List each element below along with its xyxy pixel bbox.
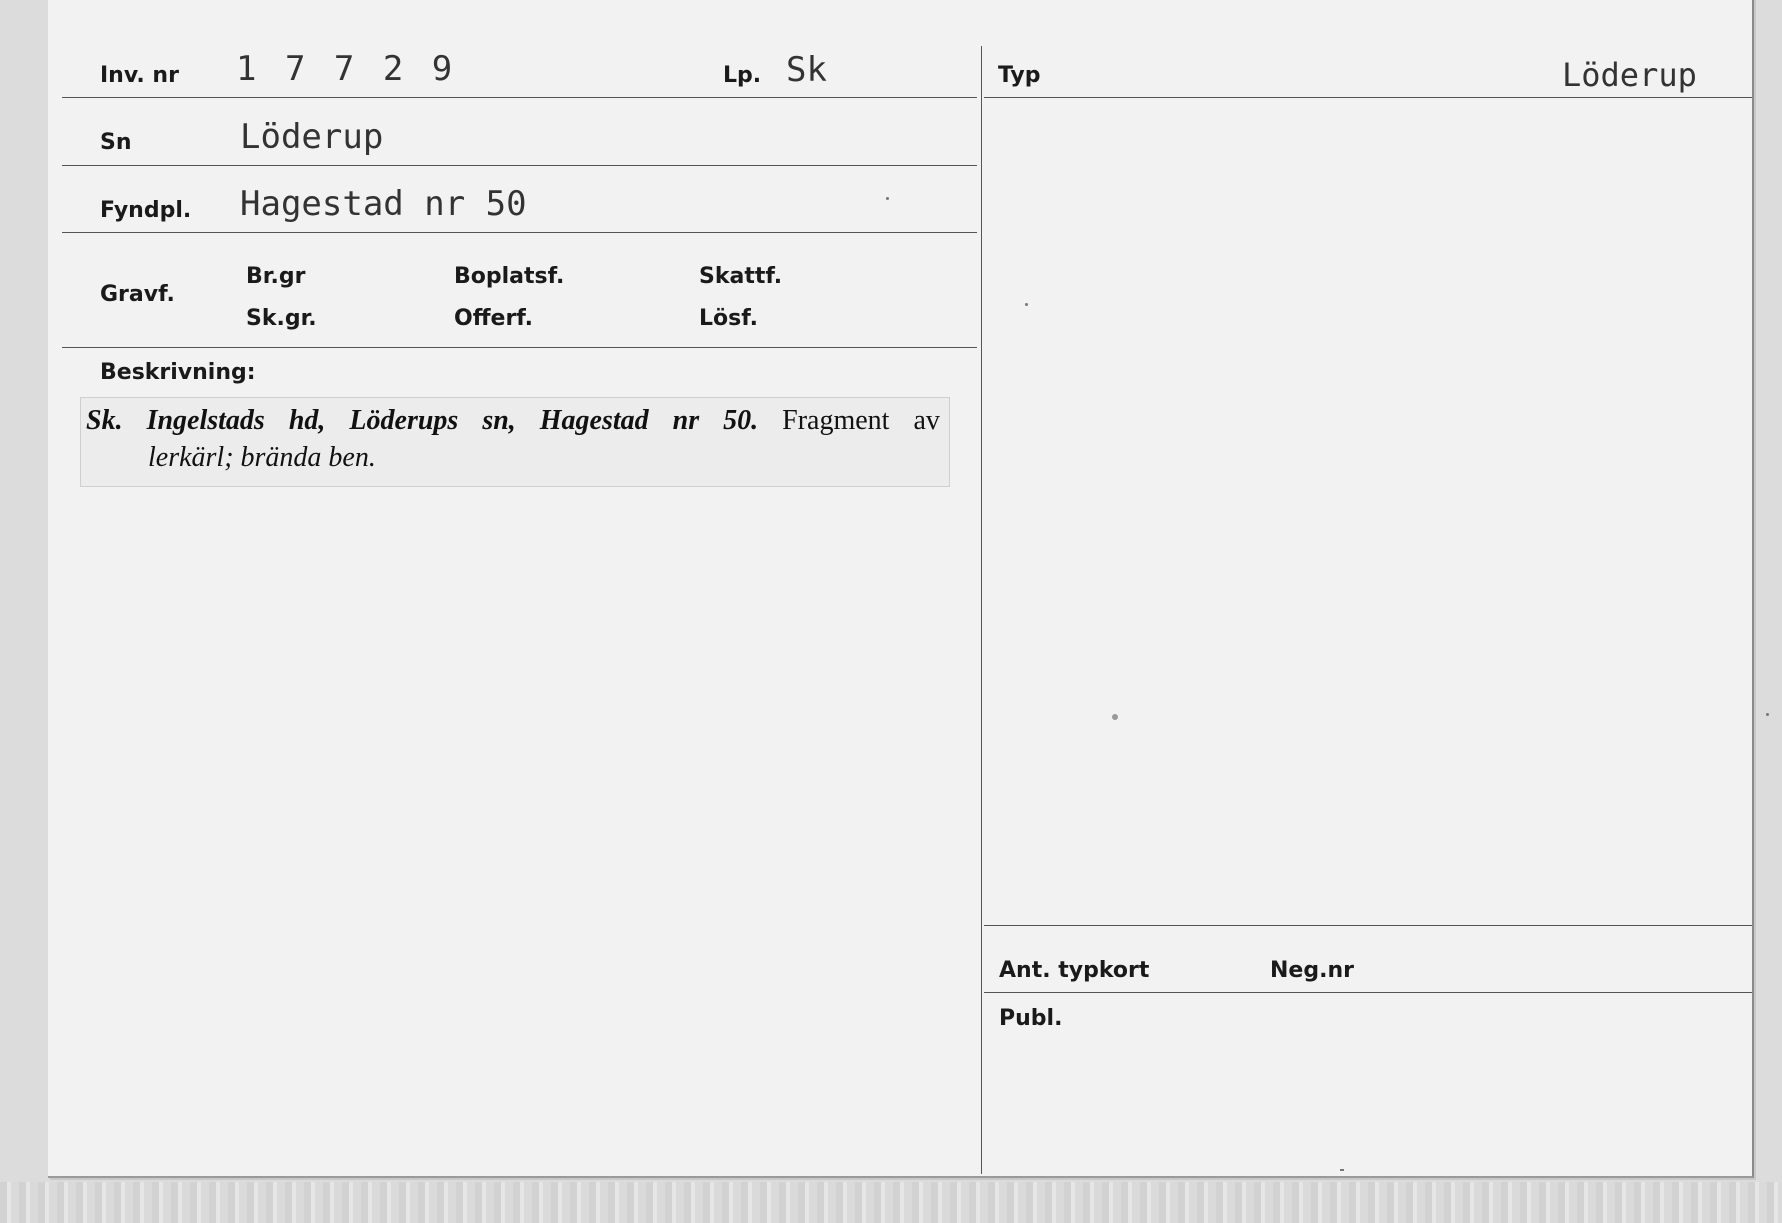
desc-word: Fragment [782,405,890,436]
publ-label: Publ. [999,1006,1063,1031]
center-divider [981,46,982,1174]
gravf-label: Gravf. [100,282,175,307]
scan-speck [886,197,889,200]
row-line-fyndpl [62,232,977,233]
scan-speck [1766,713,1769,716]
desc-word: Sk. [86,405,123,436]
scan-speck [1025,303,1028,306]
row-line-typkort-bottom [984,992,1752,993]
scan-edge [0,1182,1782,1223]
description-text [86,402,940,476]
desc-word: Ingelstads [146,405,265,436]
desc-word: Hagestad [539,405,649,436]
sn-label: Sn [100,130,132,155]
inv-nr-value: 1 7 7 2 9 [236,49,457,89]
typ-label: Typ [998,63,1041,88]
desc-word: av [913,405,940,436]
boplatsf-label: Boplatsf. [454,264,565,289]
sk-gr-label: Sk.gr. [246,306,317,331]
desc-word: nr [672,405,700,436]
br-gr-label: Br.gr [246,264,306,289]
typ-value: Löderup [1562,56,1697,94]
offerf-label: Offerf. [454,306,534,331]
losf-label: Lösf. [699,306,758,331]
row-line-sn [62,165,977,166]
desc-word: sn, [482,405,516,436]
row-line-inv [62,97,977,98]
scan-speck [1340,1169,1344,1171]
lp-value: Sk [786,50,827,90]
fyndpl-label: Fyndpl. [100,198,192,223]
sn-value: Löderup [240,117,384,157]
scan-speck [1112,714,1118,720]
skattf-label: Skattf. [699,264,783,289]
lp-label: Lp. [723,63,762,88]
fyndpl-value: Hagestad nr 50 [240,184,527,224]
catalog-card [48,0,1754,1178]
desc-word: Löderups [349,405,459,436]
beskrivning-label: Beskrivning: [100,360,256,385]
desc-word: hd, [288,405,326,436]
row-line-typ [984,97,1752,98]
inv-nr-label: Inv. nr [100,63,179,88]
desc-line-2: lerkärl; brända ben. [148,442,376,473]
neg-nr-label: Neg.nr [1270,958,1354,983]
row-line-typkort-top [984,925,1752,926]
row-line-gravf [62,347,977,348]
ant-typkort-label: Ant. typkort [999,958,1150,983]
desc-word: 50. [723,405,759,436]
